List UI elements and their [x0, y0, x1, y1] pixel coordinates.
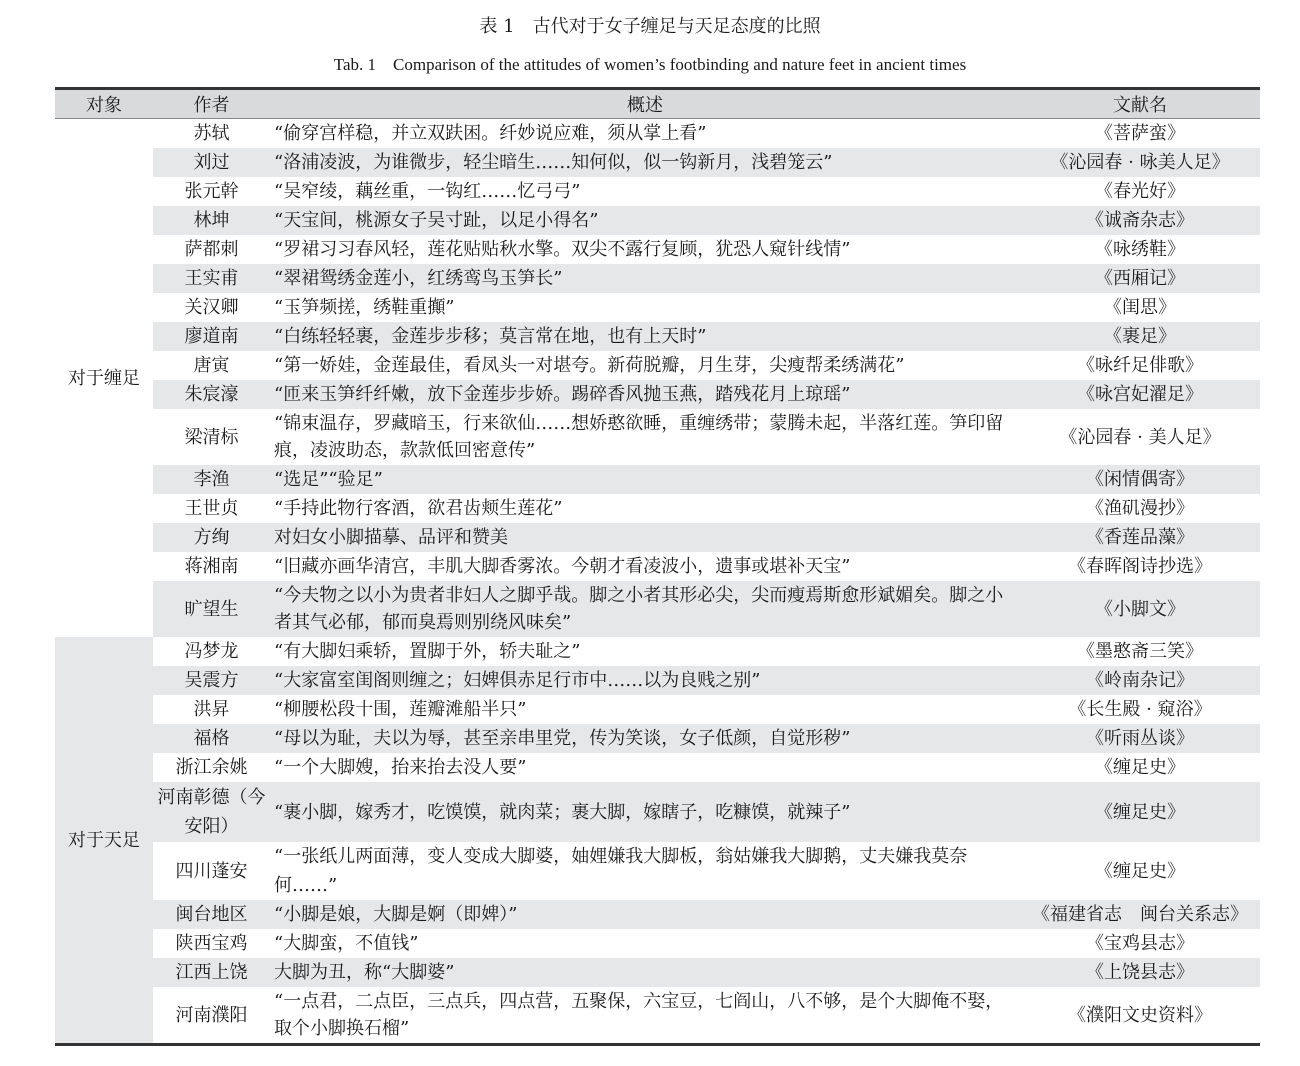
cell-source: 《咏纤足俳歌》 — [1077, 355, 1203, 376]
header-row — [55, 89, 1260, 119]
group-label: 对于缠足 — [55, 119, 153, 638]
table-row — [55, 206, 1260, 235]
table-row — [55, 351, 1260, 380]
cell-summary: “小脚是娘，大脚是婀（即婢）” — [270, 900, 1020, 929]
cell-summary: “吴窄绫，藕丝重，一钩红……忆弓弓” — [274, 181, 581, 202]
cell-summary: “天宝间，桃源女子吴寸趾，以足小得名” — [270, 206, 1020, 235]
cell-source: 《濮阳文史资料》 — [1068, 1004, 1212, 1026]
table-row — [55, 782, 1260, 842]
cell-source: 《咏宫妃濯足》 — [1020, 380, 1260, 409]
cell-author: 廖道南 — [153, 322, 270, 351]
cell-source: 《闺思》 — [1104, 297, 1176, 318]
cell-summary: “旧藏亦画华清宫，丰肌大脚香雾浓。今朝才看凌波小，遗事或堪补天宝” — [274, 556, 851, 577]
cell-author: 苏轼 — [193, 123, 230, 144]
cell-source: 《缠足史》 — [1095, 757, 1185, 778]
cell-source: 《墨憨斋三笑》 — [1077, 641, 1203, 662]
cell-source: 《福建省志 闽台关系志》 — [1020, 900, 1260, 929]
table-row — [55, 235, 1260, 264]
cell-source: 《缠足史》 — [1095, 860, 1185, 882]
cell-source: 《裹足》 — [1020, 322, 1260, 351]
cell-author: 梁清标 — [184, 426, 239, 448]
cell-author: 王实甫 — [153, 264, 270, 293]
table-row — [55, 842, 1260, 900]
cell-summary: “大家富室闺阁则缠之；妇婢俱赤足行市中……以为良贱之别” — [270, 666, 1020, 695]
cell-summary: “白练轻轻裹，金莲步步移；莫言常在地，也有上天时” — [270, 322, 1020, 351]
table-title-english: Tab. 1 Comparison of the attitudes of women’s footbinding and nature feet in ancient times — [333, 55, 967, 74]
cell-source: 《岭南杂记》 — [1020, 666, 1260, 695]
cell-source: 《听雨丛谈》 — [1020, 724, 1260, 753]
cell-author: 浙江余姚 — [175, 757, 248, 778]
table-row — [55, 724, 1260, 753]
cell-author: 旷望生 — [153, 581, 270, 637]
cell-summary: “柳腰松段十围，莲瓣滩船半只” — [274, 699, 527, 720]
table-row — [55, 494, 1260, 523]
cell-author: 河南濮阳 — [175, 1004, 248, 1026]
cell-source: 《长生殿 · 窥浴》 — [1068, 699, 1212, 720]
cell-author: 江西上饶 — [153, 958, 270, 987]
table-row — [55, 380, 1260, 409]
cell-author: 萨都刺 — [184, 239, 239, 260]
cell-source: 《沁园春 · 咏美人足》 — [1020, 148, 1260, 177]
cell-summary: “大脚蛮，不值钱” — [274, 933, 419, 954]
cell-author: 方绚 — [153, 523, 270, 552]
cell-source: 《诚斋杂志》 — [1020, 206, 1260, 235]
cell-summary: “今夫物之以小为贵者非妇人之脚乎哉。脚之小者其形必尖，尖而瘦焉斯愈形斌媚矣。脚之小者其气必郁，郁而臭焉则别绕风味矣” — [270, 581, 1020, 637]
cell-summary: “一张纸儿两面薄，变人变成大脚婆，妯娌嫌我大脚板，翁姑嫌我大脚鹅，丈夫嫌我莫奈何……” — [274, 846, 968, 896]
cell-summary: “一个大脚嫂，抬来抬去没人要” — [274, 757, 527, 778]
cell-summary: “锦束温存，罗藏暗玉，行来欲仙……想娇憨欲睡，重缠绣带；蒙腾未起，半落红莲。笋印留痕，凌波助态，款款低回密意传” — [274, 413, 1004, 461]
table-row — [55, 322, 1260, 351]
table-row — [55, 409, 1260, 465]
cell-summary: “选足”“验足” — [270, 465, 1020, 494]
table-row — [55, 581, 1260, 637]
cell-author: 王世贞 — [184, 498, 239, 519]
cell-author: 张元幹 — [184, 181, 239, 202]
cell-source: 《西厢记》 — [1020, 264, 1260, 293]
header-author: 作者 — [153, 89, 270, 119]
cell-author: 李渔 — [153, 465, 270, 494]
table-row — [55, 264, 1260, 293]
table-row — [55, 523, 1260, 552]
table-row — [55, 666, 1260, 695]
cell-source: 《小脚文》 — [1020, 581, 1260, 637]
header-summary: 概述 — [270, 89, 1020, 119]
cell-source: 《春晖阁诗抄选》 — [1068, 556, 1212, 577]
cell-source: 《香莲品藻》 — [1020, 523, 1260, 552]
table-row — [55, 900, 1260, 929]
cell-summary: “翠裙鸳绣金莲小，红绣鸾鸟玉笋长” — [270, 264, 1020, 293]
table-row — [55, 987, 1260, 1045]
cell-source: 《渔矶漫抄》 — [1086, 498, 1194, 519]
table-row — [55, 177, 1260, 206]
table-row — [55, 958, 1260, 987]
cell-author: 闽台地区 — [153, 900, 270, 929]
cell-summary: “裹小脚，嫁秀才，吃馍馍，就肉菜；裹大脚，嫁瞎子，吃糠馍，就辣子” — [270, 782, 1020, 842]
cell-summary: “第一娇娃，金莲最佳，看凤头一对堪夸。新荷脱瓣，月生芽，尖瘦帮柔绣满花” — [274, 355, 905, 376]
cell-source: 《闲情偶寄》 — [1020, 465, 1260, 494]
group-label: 对于天足 — [55, 637, 153, 1045]
table-row — [55, 695, 1260, 724]
table-row — [55, 552, 1260, 581]
cell-summary: “匝来玉笋纤纤嫩，放下金莲步步娇。踢碎香风抛玉燕，踏残花月上琼瑶” — [270, 380, 1020, 409]
header-source: 文献名 — [1020, 89, 1260, 119]
cell-summary: “一点君，二点臣，三点兵，四点营，五聚保，六宝豆，七阎山，八不够，是个大脚俺不娶，取个小脚换石榴” — [274, 991, 1004, 1039]
cell-source: 《咏绣鞋》 — [1095, 239, 1185, 260]
table-row — [55, 148, 1260, 177]
cell-source: 《春光好》 — [1095, 181, 1185, 202]
table-row — [55, 119, 1260, 149]
cell-author: 陕西宝鸡 — [175, 933, 248, 954]
cell-summary: “有大脚妇乘轿，置脚于外，轿夫耻之” — [274, 641, 581, 662]
header-object: 对象 — [55, 89, 153, 119]
cell-source: 《上饶县志》 — [1020, 958, 1260, 987]
cell-summary: “玉笋频搓，绣鞋重攧” — [274, 297, 455, 318]
cell-author: 洪昇 — [193, 699, 230, 720]
cell-summary: “罗裙习习春风轻，莲花贴贴秋水擎。双尖不露行复顾，犹恐人窥针线情” — [274, 239, 851, 260]
cell-author: 冯梦龙 — [184, 641, 239, 662]
cell-author: 福格 — [153, 724, 270, 753]
table-row — [55, 637, 1260, 666]
table-row — [55, 753, 1260, 782]
cell-summary: 大脚为丑，称“大脚婆” — [270, 958, 1020, 987]
cell-author: 蒋湘南 — [184, 556, 239, 577]
cell-summary: “洛浦凌波，为谁微步，轻尘暗生……知何似，似一钩新月，浅碧笼云” — [270, 148, 1020, 177]
cell-source: 《宝鸡县志》 — [1086, 933, 1194, 954]
table-row — [55, 929, 1260, 958]
table-row — [55, 465, 1260, 494]
cell-summary: “偷穿宫样稳，并立双趺困。纤妙说应难，须从掌上看” — [274, 123, 707, 144]
cell-summary: “手持此物行客酒，欲君齿颊生莲花” — [274, 498, 563, 519]
cell-summary: “母以为耻，夫以为辱，甚至亲串里党，传为笑谈，女子低颜，自觉形秽” — [270, 724, 1020, 753]
cell-author: 唐寅 — [193, 355, 230, 376]
cell-author: 朱宸濠 — [153, 380, 270, 409]
table-row — [55, 293, 1260, 322]
cell-source: 《缠足史》 — [1020, 782, 1260, 842]
cell-source: 《沁园春 · 美人足》 — [1059, 426, 1221, 448]
cell-author: 林坤 — [153, 206, 270, 235]
cell-author: 四川蓬安 — [175, 860, 248, 882]
comparison-table — [55, 87, 1260, 1046]
cell-source: 《菩萨蛮》 — [1095, 123, 1185, 144]
cell-author: 吴震方 — [153, 666, 270, 695]
cell-summary: 对妇女小脚描摹、品评和赞美 — [270, 523, 1020, 552]
cell-author: 河南彰德（今安阳） — [153, 782, 270, 842]
table-title-chinese: 表 1 古代对于女子缠足与天足态度的比照 — [479, 16, 821, 37]
cell-author: 关汉卿 — [184, 297, 239, 318]
cell-author: 刘过 — [153, 148, 270, 177]
